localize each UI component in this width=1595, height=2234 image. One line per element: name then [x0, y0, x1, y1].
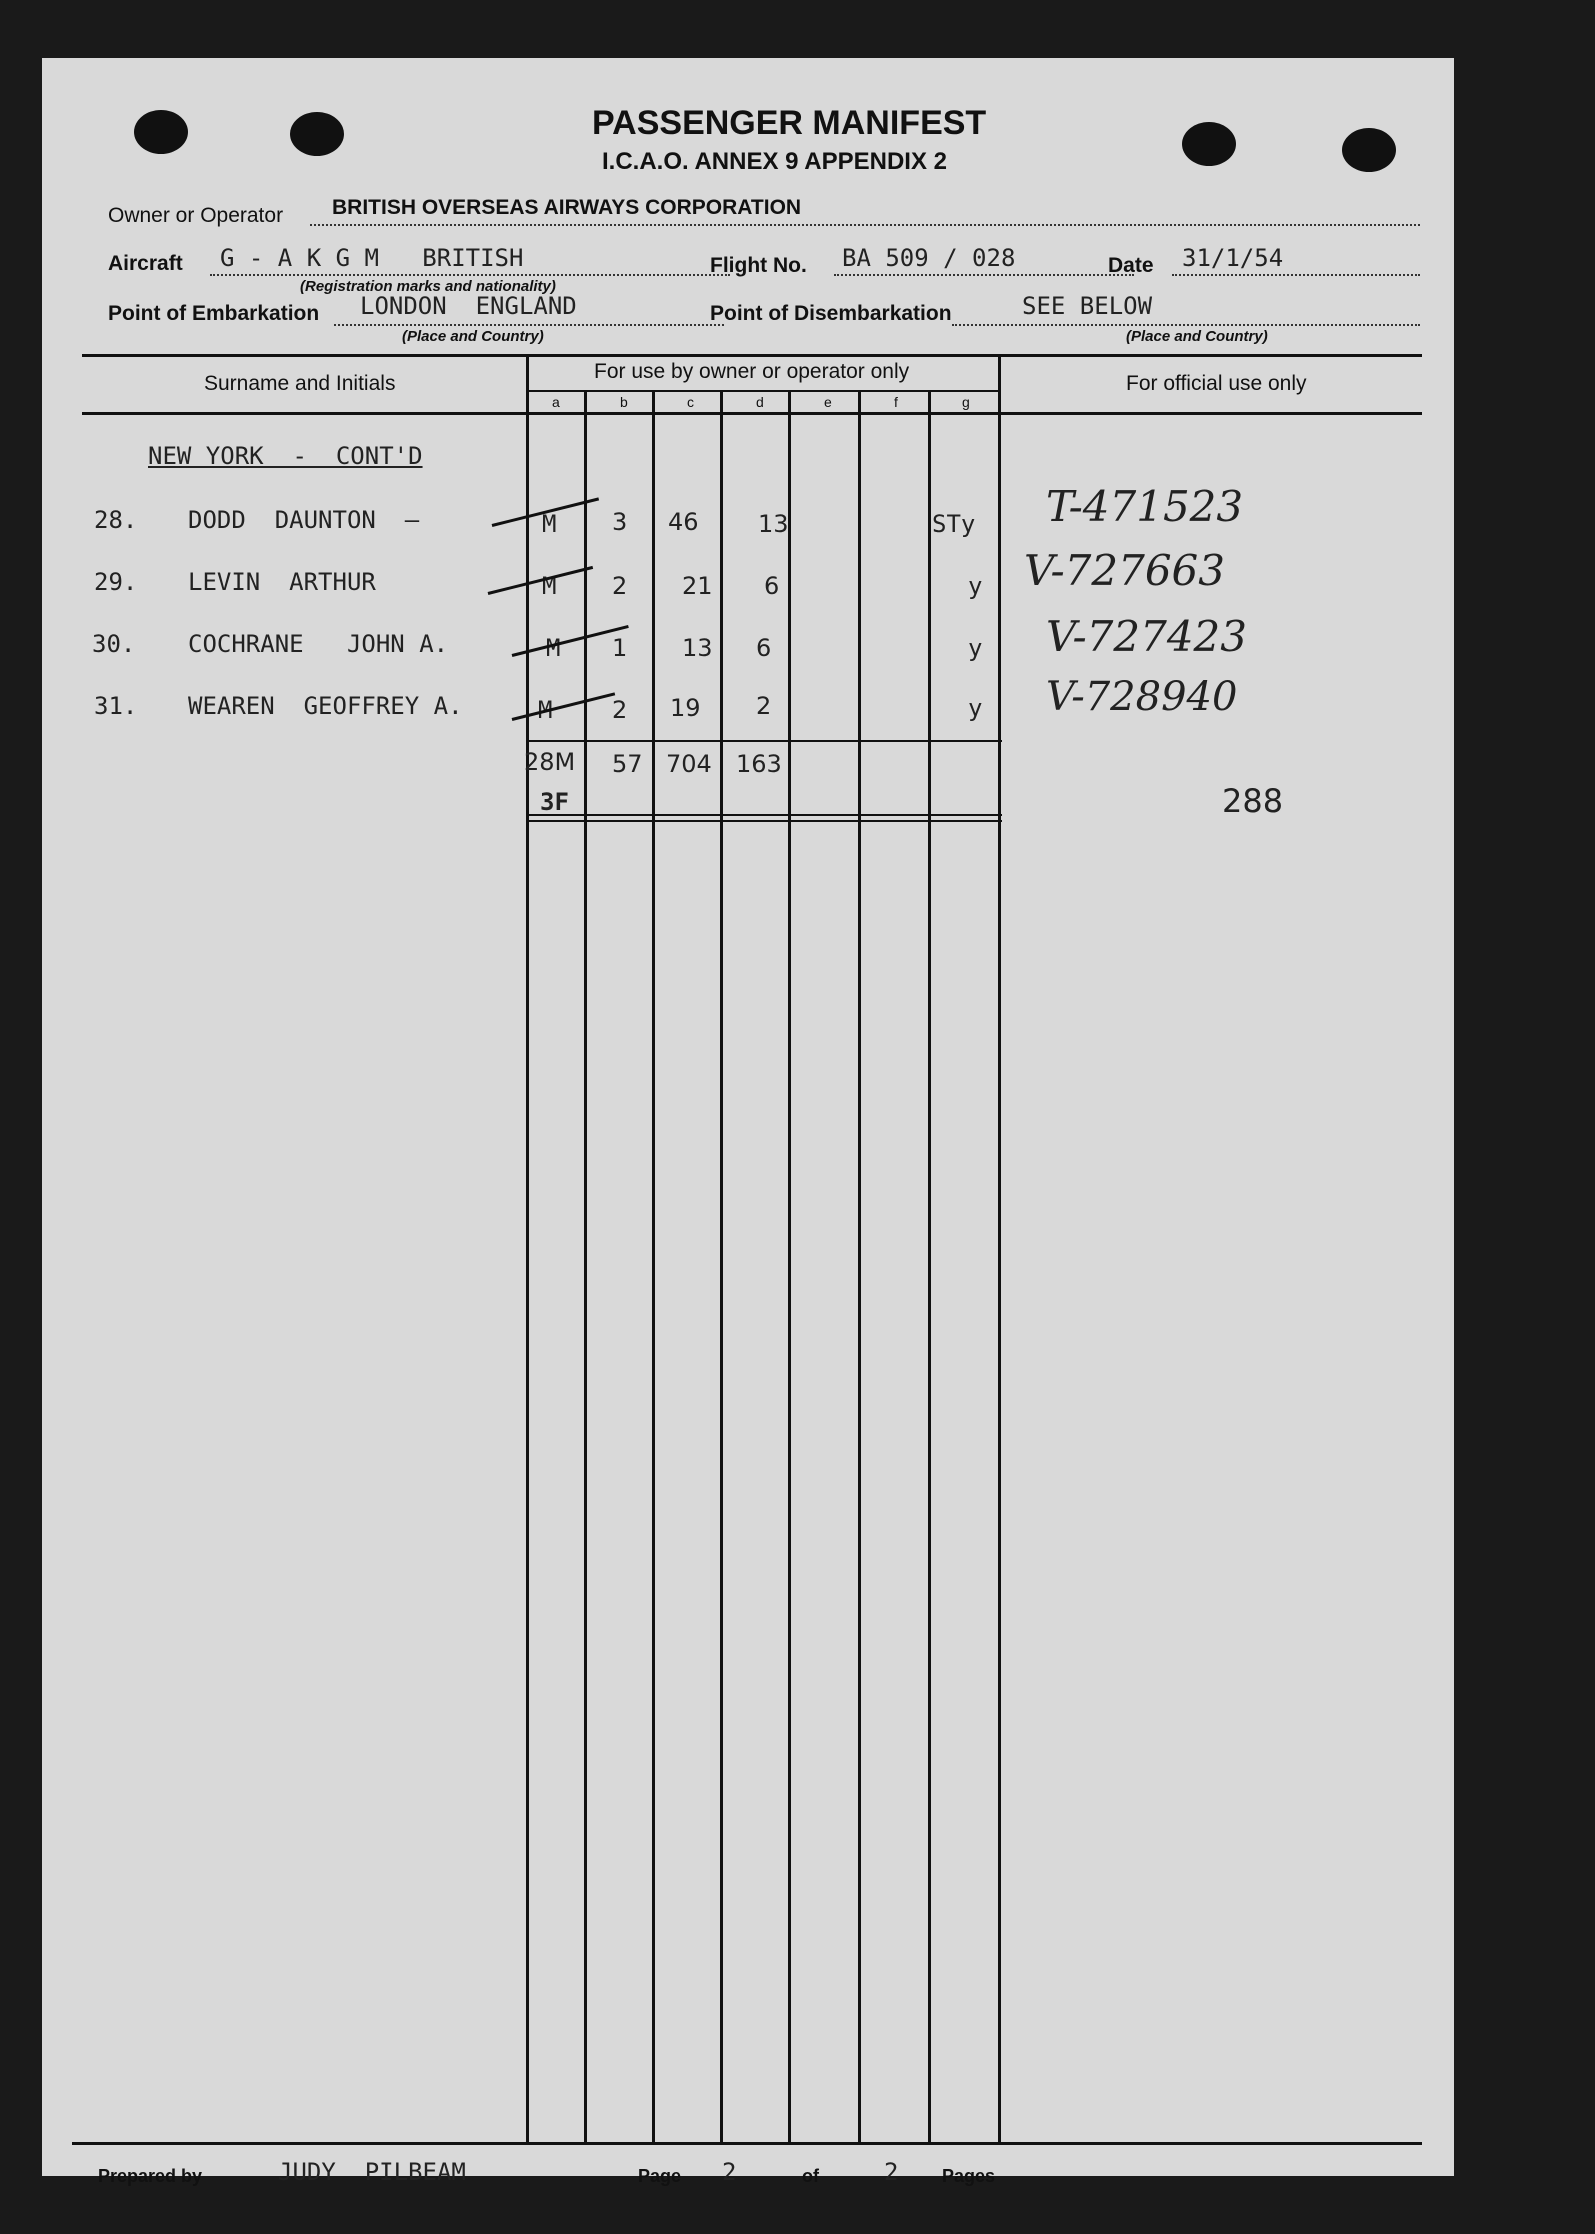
row-29-name: LEVIN ARTHUR: [188, 568, 376, 596]
row-31-col-b: 2: [612, 696, 628, 724]
totals-col-c: 704: [666, 750, 712, 778]
row-29-number: 29.: [94, 568, 138, 596]
owner-underline: [310, 224, 1420, 226]
row-30-col-g: y: [968, 634, 983, 662]
aircraft-label: Aircraft: [108, 252, 183, 275]
row-29-col-g: y: [968, 572, 983, 600]
totals-col-b: 57: [612, 750, 643, 778]
flight-underline: [834, 274, 1134, 276]
page-value: 2: [722, 2158, 737, 2186]
date-underline: [1172, 274, 1420, 276]
embark-underline: [334, 324, 724, 326]
punch-hole-right-2: [1342, 128, 1396, 172]
page-label: Page: [638, 2166, 682, 2186]
row-28-name: DODD DAUNTON —: [188, 506, 420, 534]
row-29-col-b: 2: [612, 572, 628, 600]
row-30-official: V-727423: [1046, 612, 1247, 661]
row-28-col-b: 3: [612, 508, 628, 536]
row-30-col-b: 1: [612, 634, 628, 662]
aircraft-note: (Registration marks and nationality): [300, 278, 556, 295]
row-31-col-c: 19: [670, 694, 701, 722]
col-line-3: [720, 390, 723, 2144]
punch-hole-left-1: [134, 110, 188, 154]
row-28-col-a: M: [542, 510, 557, 538]
row-28-official: T-471523: [1046, 482, 1244, 531]
flight-value: BA 509 / 028: [842, 244, 1016, 272]
owner-value: BRITISH OVERSEAS AIRWAYS CORPORATION: [332, 196, 802, 219]
flight-label: Flight No.: [710, 254, 807, 277]
row-31-col-d: 2: [756, 692, 772, 720]
official-header: For official use only: [1126, 372, 1307, 395]
header-bottom-line: [82, 412, 1422, 415]
col-line-0: [526, 354, 529, 2144]
row-30-number: 30.: [92, 630, 136, 658]
col-line-1: [584, 390, 587, 2144]
col-f-header: f: [894, 394, 898, 410]
row-29-col-a: M: [542, 572, 557, 600]
of-value: 2: [884, 2158, 899, 2186]
row-31-col-a: M: [538, 696, 553, 724]
row-28-col-g: STy: [932, 510, 976, 538]
aircraft-underline: [210, 274, 730, 276]
col-line-2: [652, 390, 655, 2144]
totals-col-a-male: 28M: [524, 748, 576, 776]
col-line-4: [788, 390, 791, 2144]
date-label: Date: [1108, 254, 1154, 277]
col-a-header: a: [552, 394, 560, 410]
page-subtitle: I.C.A.O. ANNEX 9 APPENDIX 2: [602, 148, 947, 175]
col-d-header: d: [756, 394, 764, 410]
row-31-number: 31.: [94, 692, 138, 720]
row-31-official: V-728940: [1046, 674, 1238, 720]
row-29-col-d: 6: [764, 572, 780, 600]
embark-label: Point of Embarkation: [108, 302, 320, 325]
footer-line: [72, 2142, 1422, 2145]
embark-note: (Place and Country): [402, 328, 544, 345]
row-30-col-c: 13: [682, 634, 713, 662]
totals-top-line: [526, 740, 1002, 742]
row-30-col-d: 6: [756, 634, 772, 662]
col-line-7: [998, 354, 1001, 2144]
owner-label: Owner or Operator: [108, 204, 284, 227]
operator-header: For use by owner or operator only: [594, 360, 910, 383]
col-c-header: c: [687, 394, 694, 410]
disembark-note: (Place and Country): [1126, 328, 1268, 345]
totals-col-a-female: 3F: [540, 788, 569, 816]
row-31-name: WEAREN GEOFFREY A.: [188, 692, 463, 720]
row-28-col-d: 13: [758, 510, 789, 538]
row-29-official: V-727663: [1024, 546, 1225, 595]
disembark-label: Point of Disembarkation: [710, 302, 952, 325]
prepared-label: Prepared by: [98, 2166, 203, 2186]
prepared-value: JUDY PILBEAM: [278, 2158, 466, 2186]
disembark-underline: [952, 324, 1420, 326]
row-29-col-c: 21: [682, 572, 713, 600]
row-28-col-c: 46: [668, 508, 699, 536]
of-label: of: [802, 2166, 819, 2186]
col-g-header: g: [962, 394, 970, 410]
col-line-5: [858, 390, 861, 2144]
totals-official-count: 288: [1222, 782, 1284, 820]
surname-header: Surname and Initials: [204, 372, 396, 395]
totals-col-d: 163: [736, 750, 782, 778]
totals-double-line-1: [526, 814, 1002, 816]
page-title: PASSENGER MANIFEST: [592, 104, 987, 142]
punch-hole-right-1: [1182, 122, 1236, 166]
disembark-value: SEE BELOW: [1022, 292, 1153, 320]
totals-double-line-2: [526, 820, 1002, 822]
date-value: 31/1/54: [1182, 244, 1284, 272]
col-e-header: e: [824, 394, 832, 410]
row-30-col-a: M: [546, 634, 561, 662]
embark-value: LONDON ENGLAND: [360, 292, 577, 320]
col-line-6: [928, 390, 931, 2144]
pages-label: Pages: [942, 2166, 996, 2186]
row-30-name: COCHRANE JOHN A.: [188, 630, 449, 658]
manifest-sheet: [42, 58, 1454, 2186]
col-b-header: b: [620, 394, 628, 410]
section-label: NEW YORK - CONT'D: [148, 442, 423, 470]
row-31-col-g: y: [968, 694, 983, 722]
punch-hole-left-2: [290, 112, 344, 156]
table-top-line: [82, 354, 1422, 357]
row-29-tick-mark: [488, 566, 594, 595]
row-28-number: 28.: [94, 506, 138, 534]
aircraft-value: G - A K G M BRITISH: [220, 244, 524, 272]
